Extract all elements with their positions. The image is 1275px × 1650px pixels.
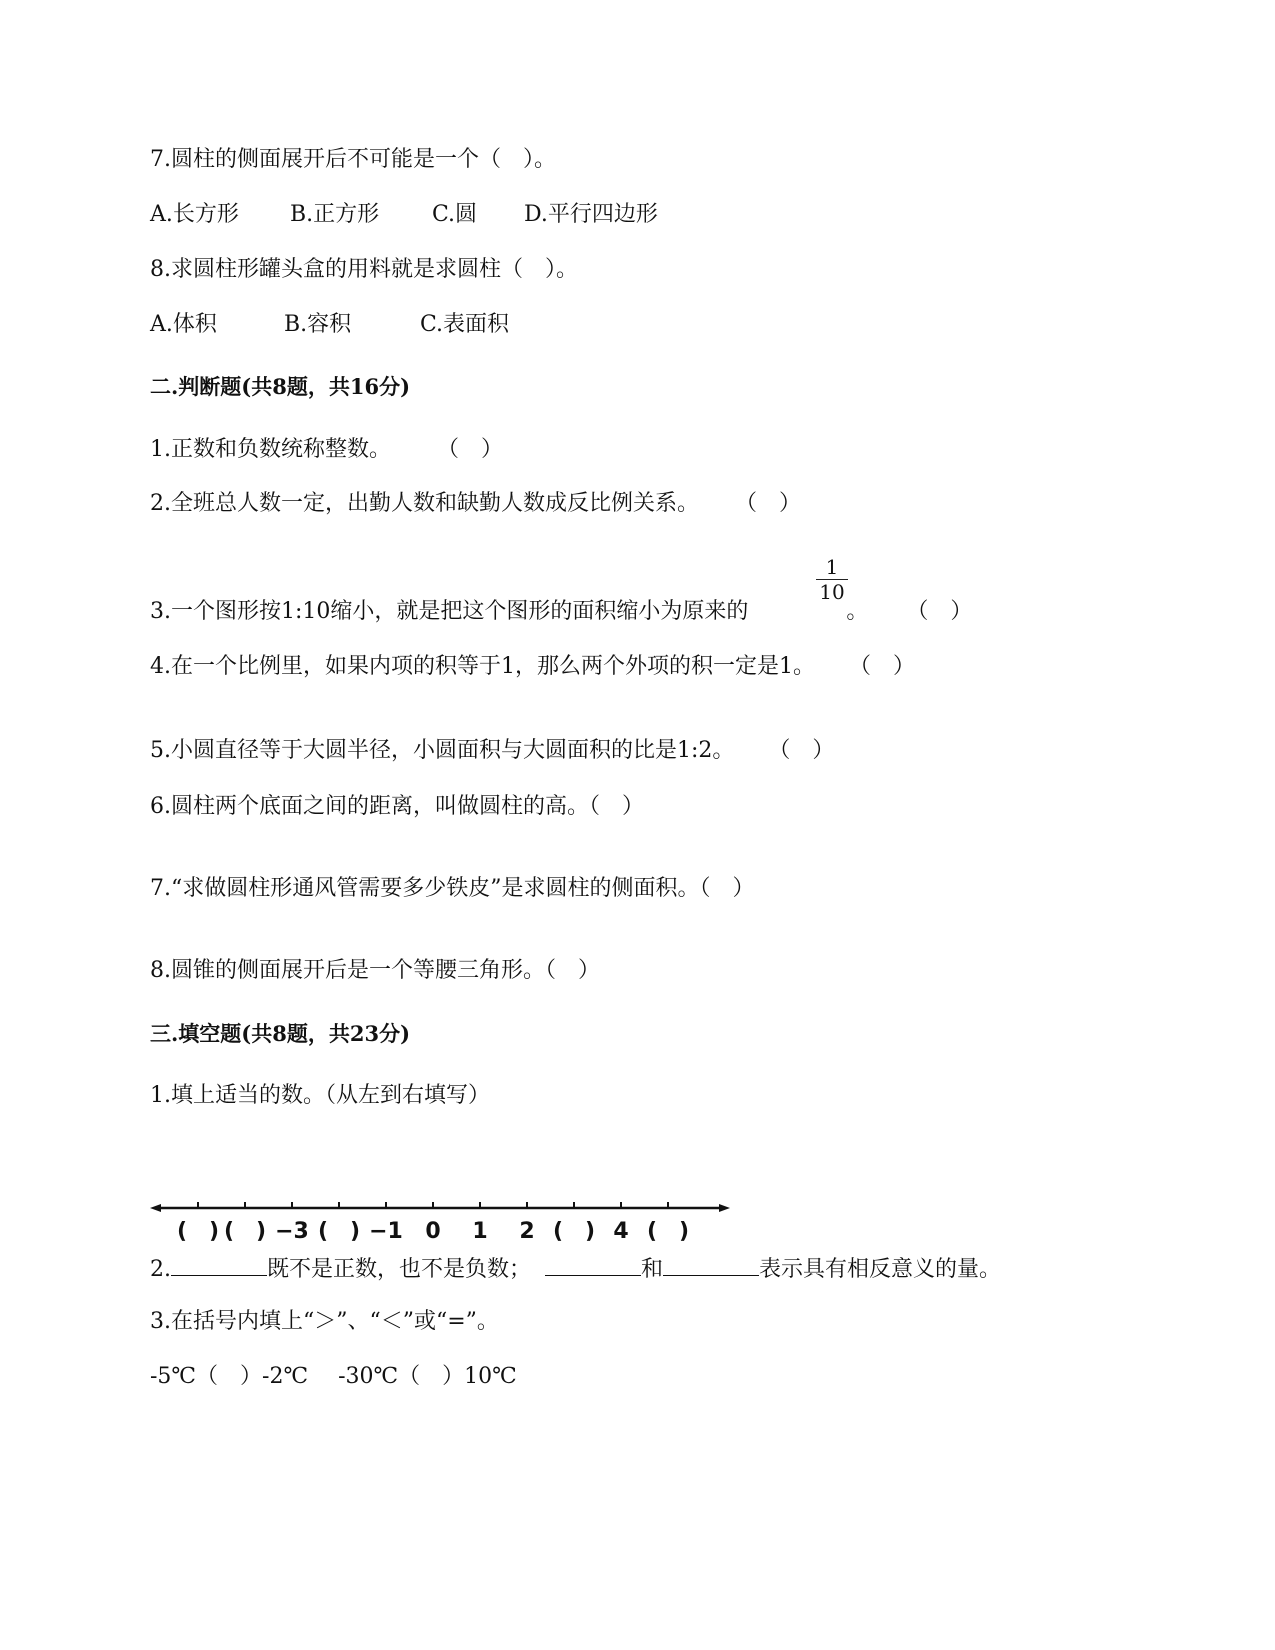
number-line-label: 0 — [425, 1219, 441, 1244]
answer-parens: （ ） — [768, 738, 835, 763]
number-line-label: 4 — [613, 1219, 629, 1244]
number-line-blank[interactable]: ( ) — [223, 1219, 267, 1244]
judge-item-text: 3.一个图形按1:10缩小，就是把这个图形的面积缩小为原来的 — [150, 599, 749, 624]
number-line-blank[interactable]: ( ) — [176, 1219, 220, 1244]
judge-item-5 — [150, 737, 834, 765]
answer-blank-1[interactable] — [171, 1253, 267, 1276]
number-line — [150, 1196, 730, 1246]
fraction-one-tenth — [812, 556, 852, 603]
fraction-numerator: 1 — [825, 555, 839, 579]
judge-item-8: 8.圆锥的侧面展开后是一个等腰三角形。（ ） — [150, 958, 600, 983]
option-b: B.容积 — [284, 312, 352, 337]
option-b: B.正方形 — [290, 202, 380, 227]
question-8: 8.求圆柱形罐头盒的用料就是求圆柱（ ）。 — [150, 257, 578, 282]
judge-item-text: 1.正数和负数统称整数。 — [150, 437, 391, 462]
number-line-label: −3 — [275, 1219, 309, 1244]
answer-blank-2[interactable] — [545, 1253, 641, 1276]
section-2-heading: 二.判断题(共8题，共16分) — [150, 374, 411, 399]
option-c: C.表面积 — [420, 312, 510, 337]
judge-item-text: 5.小圆直径等于大圆半径，小圆面积与大圆面积的比是1:2。 — [150, 738, 735, 763]
number-line-blank[interactable]: ( ) — [552, 1219, 596, 1244]
fill-item-3: 3.在括号内填上“＞”、“＜”或“=”。 — [150, 1309, 499, 1334]
number-line-label: 1 — [472, 1219, 488, 1244]
question-7-options — [150, 201, 658, 229]
fill-item-2 — [150, 1253, 1001, 1284]
section-3-heading: 三.填空题(共8题，共23分) — [150, 1021, 411, 1046]
answer-blank-3[interactable] — [663, 1253, 759, 1276]
fill-item-text: 表示具有相反意义的量。 — [759, 1257, 1002, 1282]
option-d: D.平行四边形 — [524, 202, 658, 227]
option-a: A.长方形 — [150, 202, 239, 227]
answer-parens: （ ） — [437, 437, 504, 462]
judge-item-tail: 。 — [846, 599, 869, 624]
option-c: C.圆 — [432, 202, 478, 227]
question-8-options — [150, 311, 509, 339]
judge-item-text: 2.全班总人数一定，出勤人数和缺勤人数成反比例关系。 — [150, 491, 699, 516]
fill-item-3-comparisons — [150, 1363, 517, 1391]
judge-item-text: 4.在一个比例里，如果内项的积等于1，那么两个外项的积一定是1。 — [150, 654, 815, 679]
fill-item-1: 1.填上适当的数。（从左到右填写） — [150, 1083, 490, 1108]
question-7: 7.圆柱的侧面展开后不可能是一个（ ）。 — [150, 147, 556, 172]
number-line-blank[interactable]: ( ) — [646, 1219, 690, 1244]
answer-parens: （ ） — [906, 599, 973, 624]
answer-parens: （ ） — [849, 654, 916, 679]
comparison-1: -5℃（ ）-2℃ — [150, 1364, 309, 1389]
judge-item-2 — [150, 490, 801, 518]
arrow-left-icon — [150, 1204, 161, 1212]
judge-item-3 — [150, 598, 972, 626]
judge-item-7: 7.“求做圆柱形通风管需要多少铁皮”是求圆柱的侧面积。（ ） — [150, 876, 755, 901]
judge-item-6: 6.圆柱两个底面之间的距离，叫做圆柱的高。（ ） — [150, 794, 644, 819]
fill-item-text: 和 — [641, 1257, 664, 1282]
comparison-2: -30℃（ ）10℃ — [338, 1364, 517, 1389]
number-line-label: −1 — [369, 1219, 403, 1244]
number-line-label: 2 — [519, 1219, 535, 1244]
fill-item-text: 既不是正数，也不是负数； — [267, 1257, 532, 1282]
judge-item-1 — [150, 436, 503, 464]
arrow-right-icon — [719, 1204, 730, 1212]
answer-parens: （ ） — [735, 491, 802, 516]
judge-item-4 — [150, 653, 915, 681]
option-a: A.体积 — [150, 312, 217, 337]
fill-item-number: 2. — [150, 1257, 171, 1282]
number-line-blank[interactable]: ( ) — [317, 1219, 361, 1244]
fraction-denominator: 10 — [819, 580, 845, 604]
